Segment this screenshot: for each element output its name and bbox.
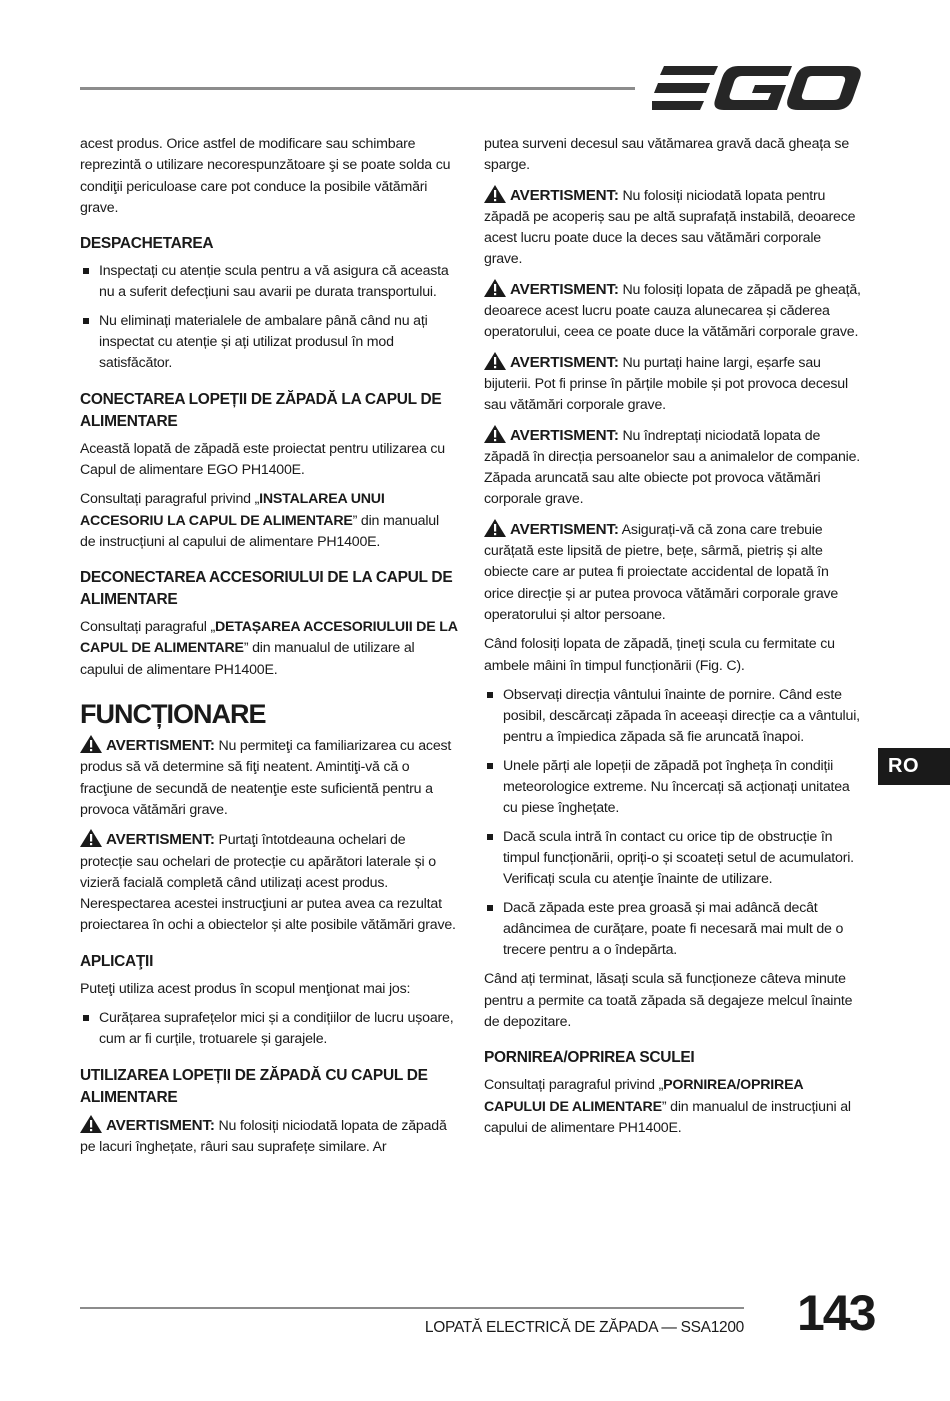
operation-tips-list: [484, 685, 862, 962]
left-column: [80, 134, 458, 1166]
square-bullet-icon: [487, 905, 493, 911]
page-number: 143: [797, 1285, 875, 1341]
connect-paragraph-2: Consultați paragraful privind „INSTALAREA UNUI ACCESORIU LA CAPUL DE ALIMENTARE” din manualul de instrucțiuni al capului de alimentare PH1400E.: [80, 491, 439, 550]
heading-disconnecting: DECONECTAREA ACCESORIULUI DE LA CAPUL DE ALIMENTARE: [80, 569, 453, 609]
footer-rule: [80, 1307, 744, 1309]
list-item: Observați direcția vântului înainte de pornire. Când este posibil, descărcați zăpada în aceeași direcție ca a vântului, pentru a împiedica zăpada să fie aruncată înapoi.: [484, 685, 862, 749]
footer-title: LOPATĂ ELECTRICĂ DE ZĂPADA — SSA1200: [424, 1319, 744, 1336]
square-bullet-icon: [487, 692, 493, 698]
heading-connecting: CONECTAREA LOPEȚII DE ZĂPADĂ LA CAPUL DE ALIMENTARE: [80, 390, 442, 430]
square-bullet-icon: [487, 763, 493, 769]
finish-paragraph: Când ați terminat, lăsați scula să funcționeze câteva minute pentru a permite ca toată zăpada să degajeze melcul înainte de depozitare.: [484, 971, 853, 1030]
warning-2: AVERTISMENT: Purtaţi întotdeauna ochelari de protecție sau ochelari de protecție cu apărători laterale și o vizieră facială completă când utilizați acest produs. Nerespectarea acestei instrucţiuni ar putea avea ca rezultat proiectarea în ochi a obiectelor și alte posibile vătămări grave.: [80, 831, 456, 934]
list-item: Dacă zăpada este prea groasă și mai adâncă decât adâncimea de curățare, poate fi necesară mai mult de o trecere pentru a o îndepărta.: [484, 898, 862, 962]
square-bullet-icon: [83, 1015, 89, 1021]
list-item: Curățarea suprafețelor mici și a condițiilor de lucru ușoare, cum ar fi curțile, trotuarele și garajele.: [80, 1008, 458, 1051]
warning-1: AVERTISMENT: Nu permiteţi ca familiarizarea cu acest produs să vă determine să fiţi neatent. Amintiţi-vă că o fracţiune de secundă de neatenţie este suficientă pentru a provoca vătămări grave.: [80, 737, 452, 818]
intro-paragraph: acest produs. Orice astfel de modificare sau schimbare reprezintă o utilizare necorespunzătoare şi se poate solda cu condiţii periculoase care pot conduce la posibile vătămări grave.: [80, 136, 451, 216]
connect-paragraph-1: Această lopată de zăpadă este proiectat pentru utilizarea cu Capul de alimentare EGO PH1400E.: [80, 440, 446, 478]
warning-triangle-icon: [484, 519, 506, 537]
square-bullet-icon: [83, 268, 89, 274]
warning-6: AVERTISMENT: Nu purtați haine largi, eșarfe sau bijuterii. Pot fi prinse în părțile mobile și pot provoca decesul sau vătămări corporale grave.: [484, 353, 848, 414]
warning-triangle-icon: [484, 352, 506, 370]
applications-list: [80, 1008, 458, 1051]
heading-unpacking: DESPACHETAREA: [80, 235, 214, 253]
heading-start-stop: PORNIREA/OPRIREA SCULEI: [484, 1049, 695, 1067]
warning-7: AVERTISMENT: Nu îndreptați niciodată lopata de zăpadă în direcția persoanelor sau a animalelor de companie. Zăpada aruncată sau alte obiecte pot provoca vătămări corporale grave.: [484, 426, 861, 508]
warning-3: AVERTISMENT: Nu folosiți niciodată lopata de zăpadă pe lacuri înghețate, râuri sau suprafețe similare. Ar: [80, 1116, 447, 1155]
square-bullet-icon: [487, 834, 493, 840]
right-column: [484, 134, 862, 1147]
list-item: Unele părți ale lopeții de zăpadă pot îngheța în condiții meteorologice extreme. Nu încercați să acționați unitatea cu piese înghețate.: [484, 756, 862, 820]
heading-operation: FUNCȚIONARE: [80, 699, 266, 730]
list-item: Dacă scula intră în contact cu orice tip de obstrucție în timpul funcționării, opriți-o și scoateți setul de acumulatori. Verificați scula cu atenţie înainte de utilizare.: [484, 827, 862, 891]
list-item: Nu eliminați materialele de ambalare până când nu ați inspectat cu atenție și ați utilizat produsul în mod satisfăcător.: [80, 311, 458, 375]
language-tab: RO: [878, 748, 950, 785]
warning-5: AVERTISMENT: Nu folosiți lopata de zăpadă pe gheață, deoarece acest lucru poate cauza alunecarea și căderea operatorului, ceea ce poate duce la vătămări corporale grave.: [484, 280, 861, 341]
warning-triangle-icon: [80, 1115, 102, 1133]
applications-paragraph: Puteţi utiliza acest produs în scopul menţionat mai jos:: [80, 980, 411, 997]
unpack-list: [80, 261, 458, 374]
ego-logo: [652, 64, 862, 112]
list-item: Inspectați cu atenție scula pentru a vă asigura că aceasta nu a suferit defecțiuni sau avarii pe durata transportului.: [80, 261, 458, 304]
disconnect-paragraph: Consultați paragraful „DETAȘAREA ACCESORIULUII DE LA CAPUL DE ALIMENTARE” din manualul de utilizare al capului de alimentare PH1400E.: [80, 619, 458, 678]
warning-triangle-icon: [484, 185, 506, 203]
warning-triangle-icon: [80, 829, 102, 847]
hold-paragraph: Când folosiți lopata de zăpadă, țineți scula cu fermitate cu ambele mâini în timpul funcționării (Fig. C).: [484, 636, 835, 674]
start-stop-paragraph: Consultați paragraful privind „PORNIREA/OPRIREA CAPULUI DE ALIMENTARE” din manualul de instrucțiuni al capului de alimentare PH1400E.: [484, 1077, 851, 1136]
warning-8: AVERTISMENT: Asigurați-vă că zona care trebuie curățată este lipsită de pietre, bețe, sârmă, pietriș și alte obiecte care ar putea fi proiectate accidental de lopată în orice direcție și ar putea provoca vătămări corporale grave operatorului și altor persoane.: [484, 520, 839, 623]
warning-triangle-icon: [80, 735, 102, 753]
continued-paragraph: putea surveni decesul sau vătămarea gravă dacă gheața se sparge.: [484, 136, 850, 174]
warning-triangle-icon: [484, 425, 506, 443]
warning-4: AVERTISMENT: Nu folosiți niciodată lopata pentru zăpadă pe acoperiș sau pe altă suprafață instabilă, deoarece acest lucru poate duce la deces sau vătămări corporale grave.: [484, 186, 856, 268]
square-bullet-icon: [83, 318, 89, 324]
header-rule: [80, 87, 635, 90]
heading-applications: APLICAŢII: [80, 952, 154, 970]
heading-using-with-power-head: UTILIZAREA LOPEȚII DE ZĂPADĂ CU CAPUL DE ALIMENTARE: [80, 1066, 428, 1106]
warning-triangle-icon: [484, 279, 506, 297]
